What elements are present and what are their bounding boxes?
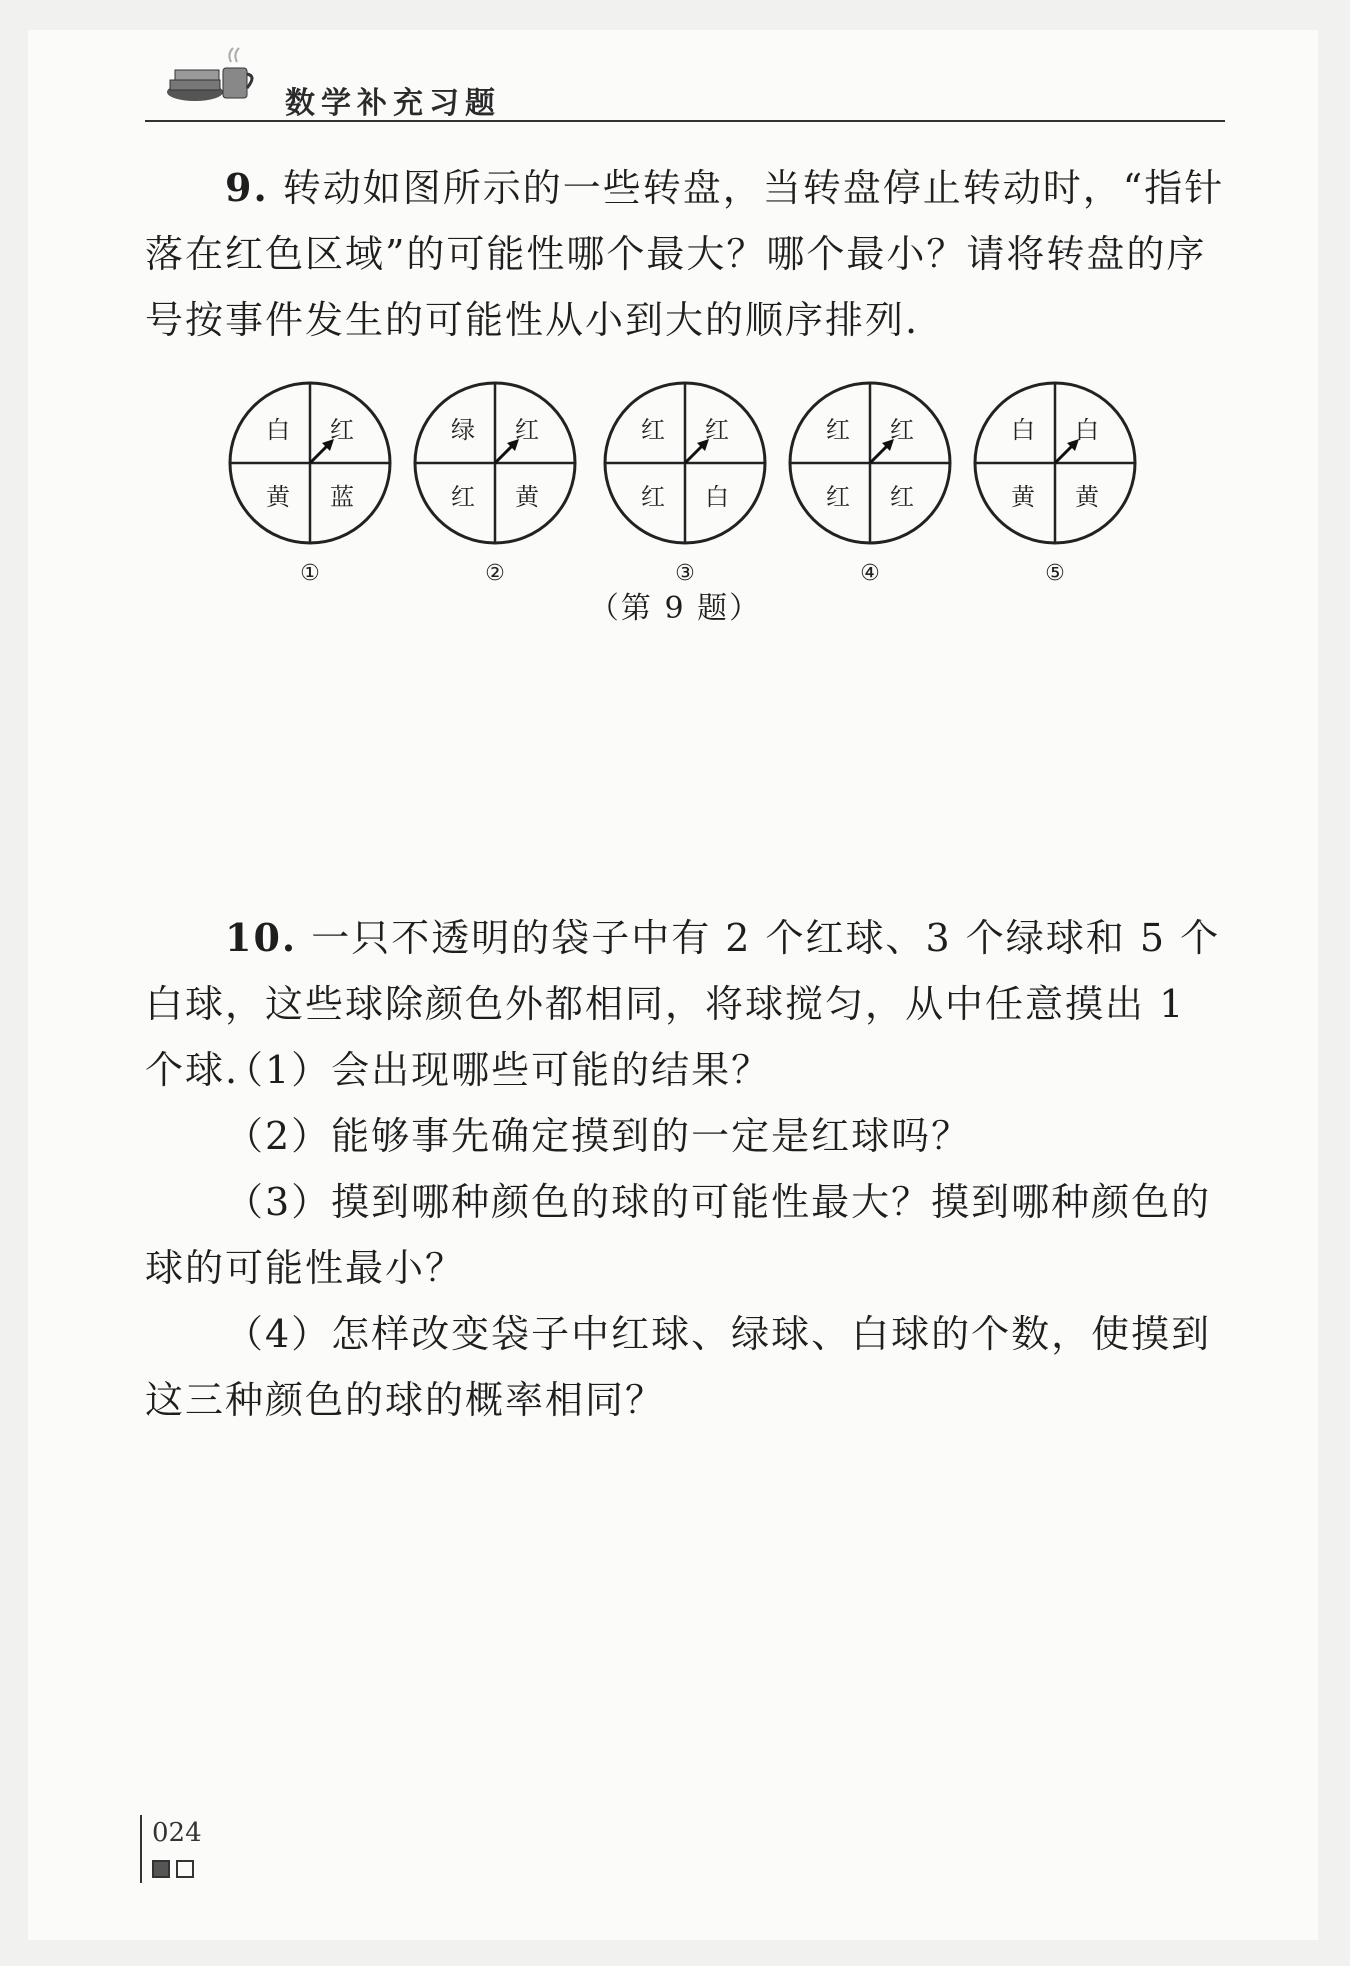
books-cup-logo xyxy=(165,40,265,115)
sector-label: 红 xyxy=(826,483,850,511)
header-title: 数学补充习题 xyxy=(285,86,501,121)
sector-label: 红 xyxy=(641,416,665,444)
figure-caption: （第 9 题） xyxy=(588,591,762,626)
footer-divider xyxy=(140,1815,142,1883)
question-number: 9. xyxy=(225,165,269,210)
sector-label: 红 xyxy=(330,416,354,444)
empty-square-icon xyxy=(176,1860,194,1878)
sector-label: 红 xyxy=(451,483,475,511)
sub-question-1: （1）会出现哪些可能的结果？ xyxy=(225,1048,772,1092)
header-divider xyxy=(145,120,1225,122)
spinner-number-label: ① xyxy=(300,561,320,586)
sector-label: 红 xyxy=(515,416,539,444)
question-number: 10. xyxy=(225,915,298,960)
question-text: 转动如图所示的一些转盘，当转盘停止转动时，“指针落在红色区域”的可能性哪个最大？哪个最小？请将转盘的序号按事件发生的可能性从小到大的顺序排列. xyxy=(145,166,1225,342)
spinner xyxy=(790,383,950,543)
spinner-number-label: ⑤ xyxy=(1045,561,1065,586)
sector-label: 蓝 xyxy=(330,483,354,511)
sector-label: 黄 xyxy=(515,483,539,511)
sector-label: 黄 xyxy=(266,483,290,511)
spinner-number-label: ④ xyxy=(860,561,880,586)
sector-label: 红 xyxy=(641,483,665,511)
question-9 xyxy=(145,155,1225,353)
sub-question-2: （2）能够事先确定摸到的一定是红球吗？ xyxy=(225,1114,972,1158)
sector-label: 白 xyxy=(1075,416,1099,444)
sub-question-4: （4）怎样改变袋子中红球、绿球、白球的个数，使摸到这三种颜色的球的概率相同？ xyxy=(145,1312,1212,1422)
spinner-number-label: ③ xyxy=(675,561,695,586)
spinner xyxy=(415,383,575,543)
spinner xyxy=(975,383,1135,543)
sector-label: 黄 xyxy=(1075,483,1099,511)
filled-square-icon xyxy=(152,1860,170,1878)
spinner-number-label: ② xyxy=(485,561,505,586)
sector-label: 绿 xyxy=(451,416,475,444)
sector-label: 红 xyxy=(890,483,914,511)
spinner xyxy=(230,383,390,543)
sector-label: 红 xyxy=(705,416,729,444)
sector-label: 红 xyxy=(826,416,850,444)
sector-label: 白 xyxy=(1011,416,1035,444)
spinner-figure xyxy=(145,368,1225,593)
page-number: 024 xyxy=(152,1818,202,1848)
sector-label: 黄 xyxy=(1011,483,1035,511)
spinner xyxy=(605,383,765,543)
question-text: 一只不透明的袋子中有 2 个红球、3 个绿球和 5 个白球，这些球除颜色外都相同，将球搅匀，从中任意摸出 1 个球. xyxy=(145,916,1221,1092)
sector-label: 白 xyxy=(266,416,290,444)
sector-label: 白 xyxy=(705,483,729,511)
sub-question-3: （3）摸到哪种颜色的球的可能性最大？摸到哪种颜色的球的可能性最小？ xyxy=(145,1180,1212,1290)
sector-label: 红 xyxy=(890,416,914,444)
